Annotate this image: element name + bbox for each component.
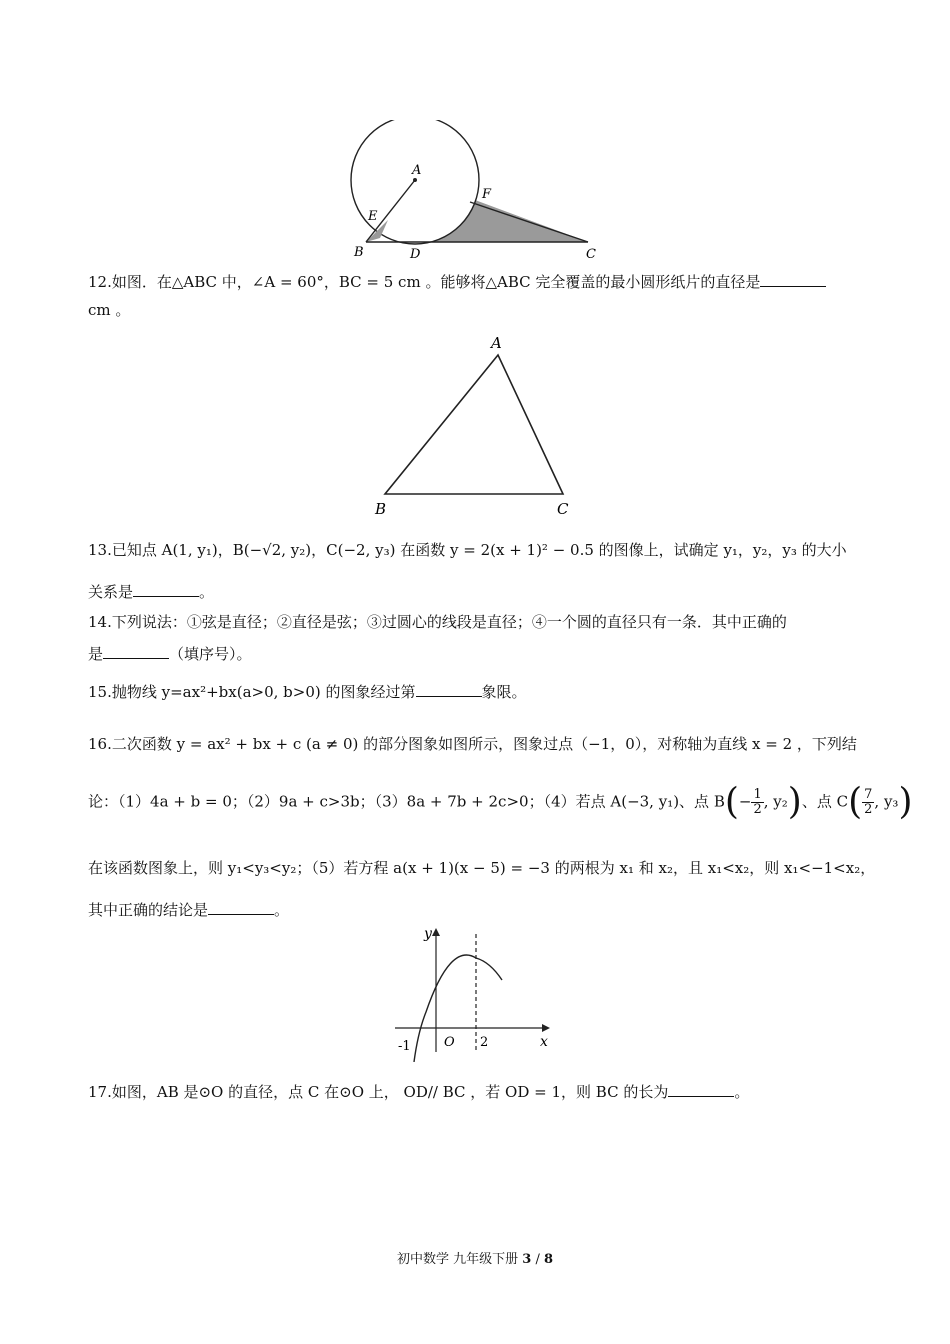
q16-line3: 在该函数图象上，则 y₁<y₃<y₂；（5）若方程 a(x + 1)(x − 5) = −3 的两根为 x₁ 和 x₂，且 x₁<x₂，则 x₁<−1<x₂， — [88, 859, 876, 877]
parabola-curve — [414, 955, 502, 1062]
q16-line2: 论：（1）4a + b = 0；（2）9a + c>3b；（3）8a + 7b + 2c>0；（4）若点 A(−3, y₁)、点 B(− $\frac{1}{2}$ , y₂)、点 C( $\frac{7}{2}$ , y₃) — [88, 781, 913, 823]
fraction-seven-halves: $\frac{7}{2}$ — [864, 787, 873, 817]
q17-line: 17.如图，AB 是⊙O 的直径，点 C 在⊙O 上， OD// BC ，若 OD = 1，则 BC 的长为 。 — [88, 1083, 750, 1101]
q14-answer-blank — [103, 644, 169, 659]
page-footer: 初中数学 九年级下册 3 / 8 — [396, 1252, 554, 1267]
label-c: C — [557, 500, 569, 518]
circle-figure — [340, 120, 610, 270]
label-d: D — [410, 247, 421, 262]
q12-line1: 12.如图．在△ABC 中，∠A = 60°，BC = 5 cm 。能够将△ABC 完全覆盖的最小圆形纸片的直径是 — [88, 270, 864, 294]
label-b: B — [375, 500, 387, 518]
q13-line2: 关系是 。 — [88, 583, 215, 601]
q15-answer-blank — [416, 682, 482, 697]
origin-label: O — [444, 1035, 455, 1050]
x-label: x — [540, 1034, 548, 1050]
q16-line4: 其中正确的结论是 。 — [88, 901, 290, 919]
two-label: 2 — [480, 1035, 489, 1050]
q12-line2: cm 。 — [88, 301, 131, 319]
label-a: A — [491, 334, 502, 352]
parabola-figure — [390, 922, 560, 1062]
q16-answer-blank — [208, 900, 274, 915]
q13-answer-blank — [133, 582, 199, 597]
q14-line1: 14.下列说法：①弦是直径；②直径是弦；③过圆心的线段是直径；④一个圆的直径只有一条．其中正确的 — [88, 613, 787, 631]
label-c: C — [586, 247, 596, 262]
q13-line1: 13.已知点 A(1, y₁)，B(−√2, y₂)，C(−2, y₃) 在函数 y = 2(x + 1)² − 0.5 的图像上，试确定 y₁，y₂，y₃ 的大小 — [88, 541, 847, 559]
triangle-abc — [385, 355, 563, 494]
neg1-label: -1 — [398, 1039, 411, 1054]
y-label: y — [424, 926, 432, 942]
label-e: E — [368, 209, 378, 224]
q16-line1: 16.二次函数 y = ax² + bx + c (a ≠ 0) 的部分图象如图所示，图象过点（−1，0），对称轴为直线 x = 2 ，下列结 — [88, 735, 857, 753]
label-a: A — [412, 163, 422, 178]
fraction-half: $\frac{1}{2}$ — [753, 787, 762, 817]
q12-answer-blank — [760, 272, 826, 287]
triangle-figure — [365, 330, 585, 520]
q14-line2: 是 （填序号）。 — [88, 645, 252, 663]
label-f: F — [482, 187, 492, 202]
q15-line: 15.抛物线 y=ax²+bx(a>0, b>0) 的图象经过第 象限。 — [88, 683, 527, 701]
label-b: B — [354, 245, 364, 260]
q17-answer-blank — [668, 1082, 734, 1097]
